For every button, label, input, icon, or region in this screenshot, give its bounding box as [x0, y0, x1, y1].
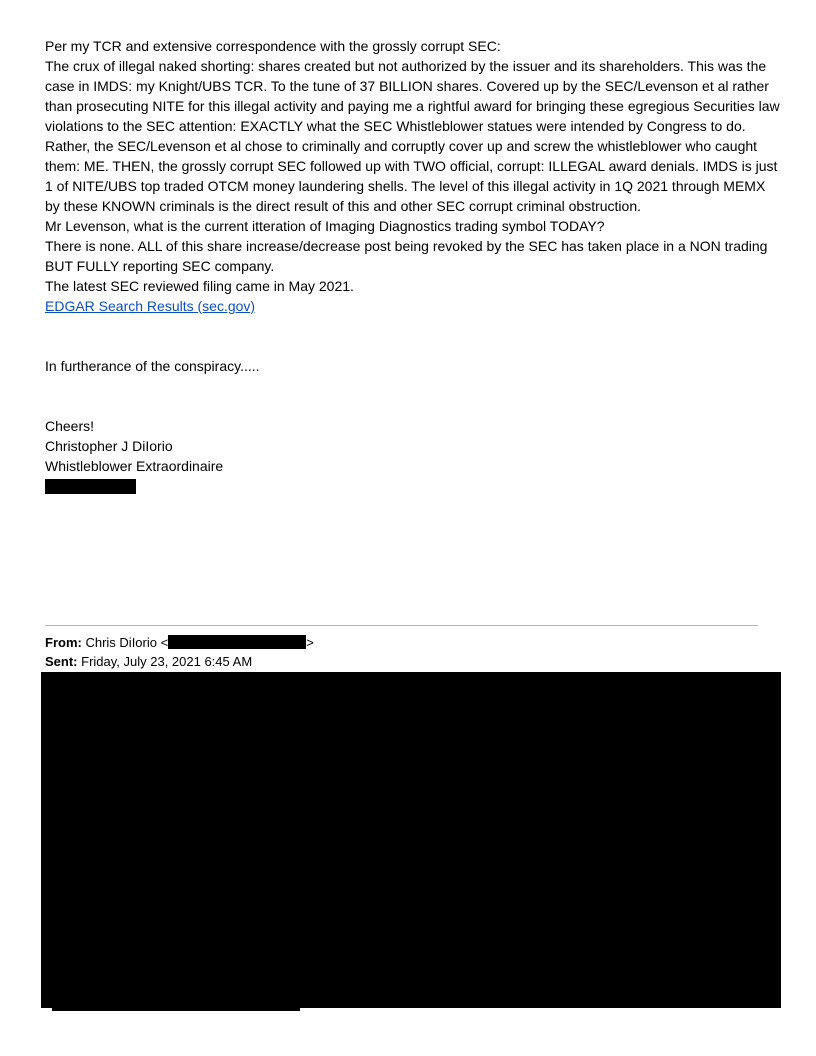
paragraph-latest-filing: The latest SEC reviewed filing came in May 2021. — [45, 278, 354, 294]
edgar-search-link[interactable]: EDGAR Search Results (sec.gov) — [45, 298, 256, 314]
blank-space — [45, 316, 780, 356]
blank-space — [45, 376, 780, 416]
from-name: Chris DiIorio < — [85, 635, 169, 650]
signoff-name: Christopher J DiIorio — [45, 438, 173, 454]
signature-redaction-box — [45, 479, 136, 494]
message-divider — [45, 625, 758, 626]
sent-label: Sent: — [45, 654, 78, 669]
redacted-content-block — [41, 672, 781, 1008]
edgar-link-line — [45, 296, 780, 316]
from-line — [45, 633, 745, 652]
signoff-title: Whistleblower Extraordinaire — [45, 458, 224, 474]
email-body — [45, 36, 780, 494]
paragraph-answer: There is none. ALL of this share increase/decrease post being revoked by the SEC has taken place in a NON trading BUT FULLY reporting SEC company. — [45, 238, 768, 274]
signoff-greeting: Cheers! — [45, 418, 95, 434]
from-label: From: — [45, 635, 82, 650]
from-close-bracket: > — [306, 635, 314, 650]
forwarded-header — [45, 633, 745, 671]
sent-line — [45, 652, 745, 671]
sent-value: Friday, July 23, 2021 6:45 AM — [81, 654, 253, 669]
furtherance-line: In furtherance of the conspiracy..... — [45, 358, 260, 374]
paragraph-question: Mr Levenson, what is the current itteration of Imaging Diagnostics trading symbol TODAY? — [45, 218, 605, 234]
paragraph-intro: Per my TCR and extensive correspondence with the grossly corrupt SEC: — [45, 38, 501, 54]
email-redaction-box — [168, 635, 306, 649]
paragraph-naked-shorting: The crux of illegal naked shorting: shares created but not authorized by the issuer and its shareholders. This was the case in IMDS: my Knight/UBS TCR. To the tune of 37 BILLION shares. Covered up by the SEC/Levenson et al rather than prosecuting NITE for this illegal activity and paying me a rightful award for bringing these egregious Securities law violations to the SEC attention: EXACTLY what the SEC Whistleblower statues were intended by Congress to do. — [45, 58, 780, 134]
redaction-edge-fragment — [52, 1008, 300, 1011]
paragraph-cover-up: Rather, the SEC/Levenson et al chose to criminally and corruptly cover up and screw the whistleblower who caught them: ME. THEN, the grossly corrupt SEC followed up with TWO official, corrupt: ILLEGAL award denials. IMDS is just 1 of NITE/UBS top traded OTCM money laundering shells. The level of this illegal activity in 1Q 2021 through MEMX by these KNOWN criminals is the direct result of this and other SEC corrupt criminal obstruction. — [45, 138, 778, 214]
